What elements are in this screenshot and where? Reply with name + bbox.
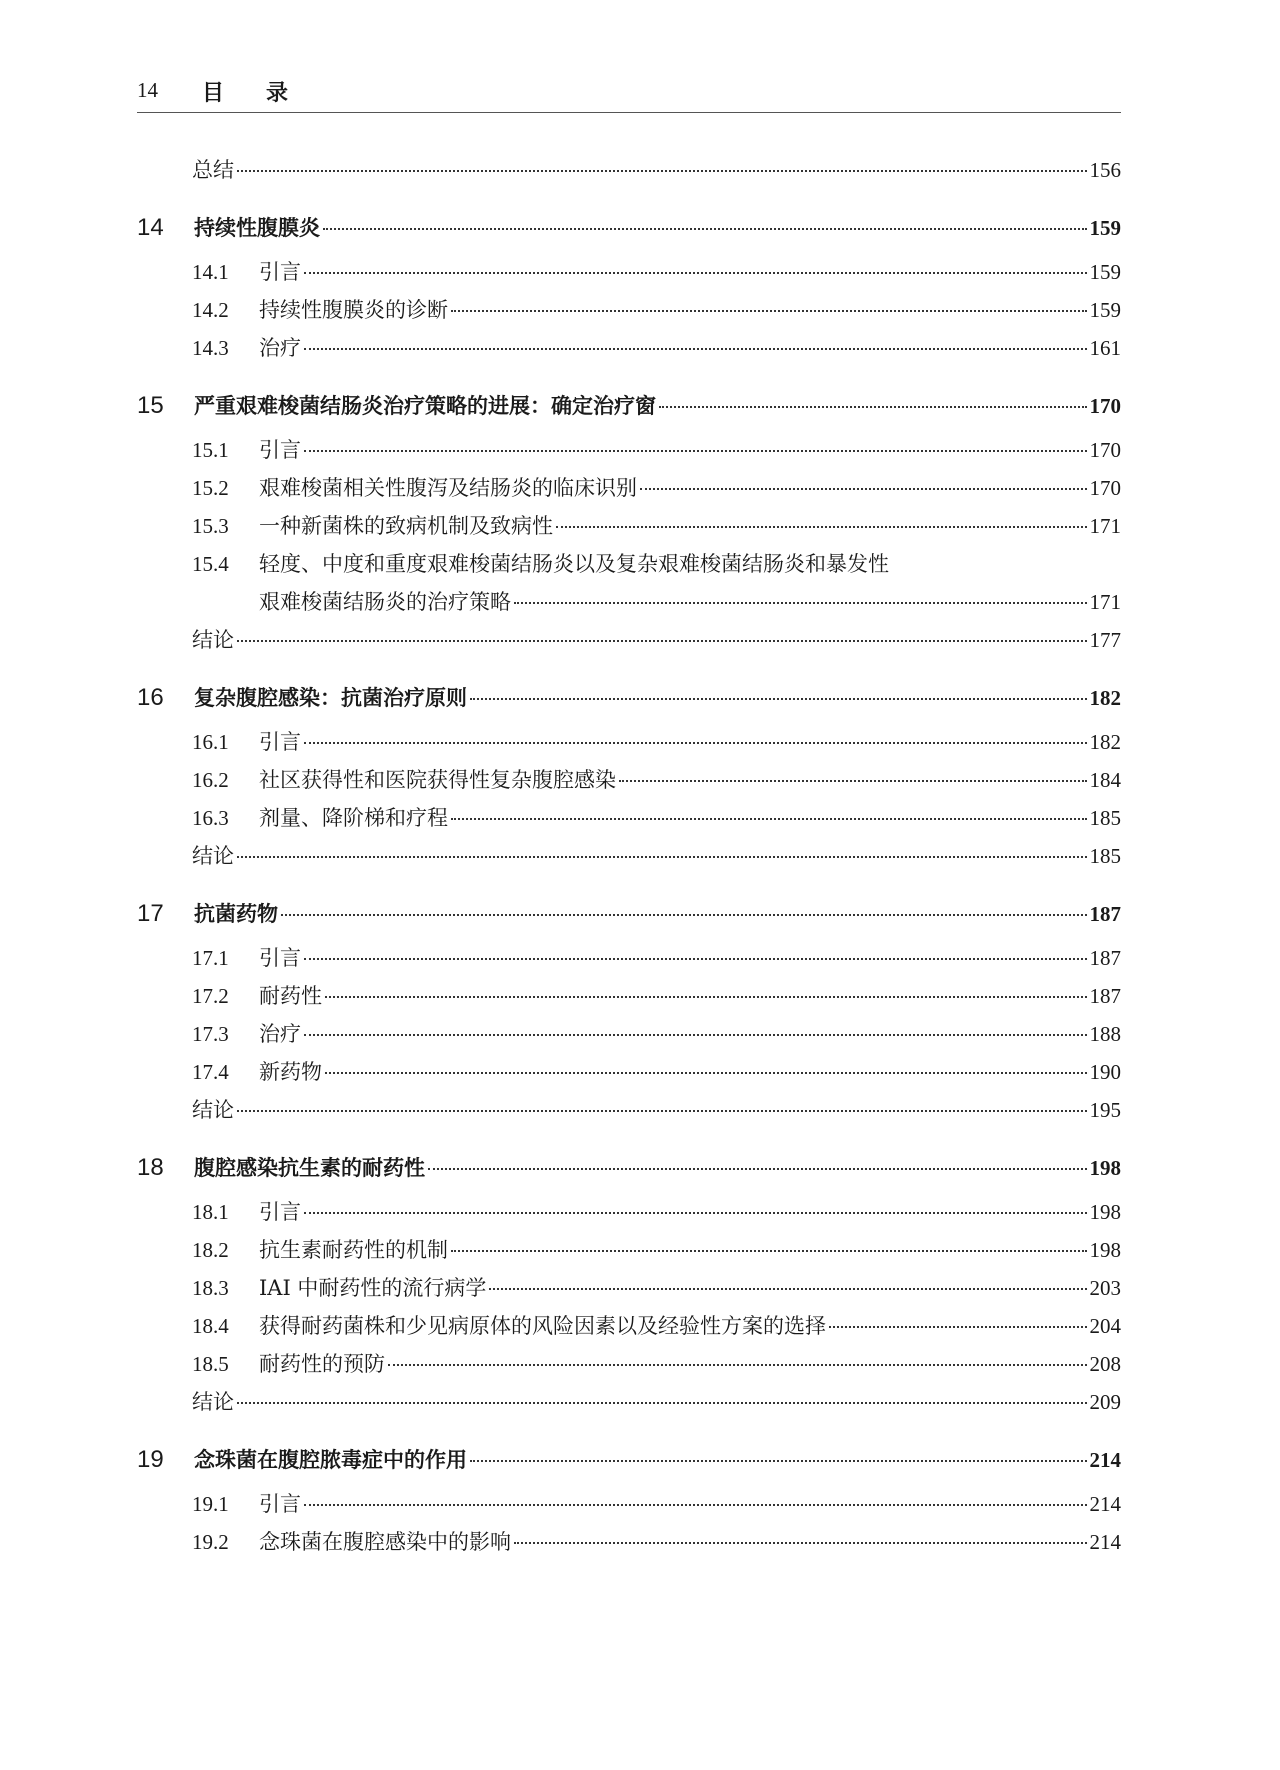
dot-leader (237, 1402, 1087, 1404)
dot-leader (237, 856, 1087, 858)
dot-leader (304, 1504, 1087, 1506)
section-title: 念珠菌在腹腔感染中的影响 (259, 1530, 511, 1554)
chapter-title: 持续性腹膜炎 (194, 216, 320, 240)
dot-leader (323, 228, 1087, 230)
section-title: 引言 (259, 438, 301, 462)
toc-plain-entry[interactable] (137, 624, 1121, 662)
toc-chapter-entry[interactable] (137, 1152, 1121, 1190)
toc-chapter-entry[interactable] (137, 898, 1121, 936)
dot-leader (489, 1288, 1086, 1290)
chapter-title: 腹腔感染抗生素的耐药性 (194, 1156, 425, 1180)
dot-leader (451, 818, 1087, 820)
toc-section-entry[interactable] (137, 726, 1121, 764)
dot-leader (325, 996, 1087, 998)
page-number: 187 (1089, 946, 1121, 970)
section-number: 16.1 (192, 730, 229, 754)
table-of-contents (137, 154, 1121, 1564)
page-number: 184 (1089, 768, 1121, 792)
page-number: 190 (1089, 1060, 1121, 1084)
toc-section-entry[interactable] (137, 1488, 1121, 1526)
chapter-title: 念珠菌在腹腔脓毒症中的作用 (194, 1448, 467, 1472)
dot-leader (556, 526, 1087, 528)
section-title: 轻度、中度和重度艰难梭菌结肠炎以及复杂艰难梭菌结肠炎和暴发性 (259, 552, 889, 576)
section-title: 引言 (259, 1492, 301, 1516)
page-number: 170 (1089, 476, 1121, 500)
section-title: 耐药性 (259, 984, 322, 1008)
page-number: 203 (1089, 1276, 1121, 1300)
toc-section-entry[interactable] (137, 510, 1121, 548)
chapter-title: 抗菌药物 (194, 902, 278, 926)
section-number: 18.4 (192, 1314, 229, 1338)
page-number: 198 (1089, 1238, 1121, 1262)
toc-plain-entry[interactable] (137, 1386, 1121, 1424)
section-number: 18.5 (192, 1352, 229, 1376)
section-number: 15.3 (192, 514, 229, 538)
toc-section-entry[interactable] (137, 434, 1121, 472)
page-number: 171 (1089, 514, 1121, 538)
section-title: IAI 中耐药性的流行病学 (259, 1276, 487, 1300)
dot-leader (640, 488, 1087, 490)
toc-section-entry[interactable] (137, 1056, 1121, 1094)
page-number: 170 (1089, 438, 1121, 462)
dot-leader (829, 1326, 1087, 1328)
section-number: 17.1 (192, 946, 229, 970)
page-number: 214 (1089, 1530, 1121, 1554)
section-title: 社区获得性和医院获得性复杂腹腔感染 (259, 768, 616, 792)
section-title: 抗生素耐药性的机制 (259, 1238, 448, 1262)
toc-section-entry[interactable] (137, 1272, 1121, 1310)
page-number: 187 (1089, 984, 1121, 1008)
dot-leader (304, 958, 1087, 960)
dot-leader (470, 1460, 1087, 1462)
page-number: 170 (1089, 394, 1121, 418)
section-title: 引言 (259, 260, 301, 284)
entry-title: 结论 (192, 628, 234, 652)
page-number: 214 (1089, 1492, 1121, 1516)
dot-leader (237, 640, 1087, 642)
toc-chapter-entry[interactable] (137, 1444, 1121, 1482)
toc-plain-entry[interactable] (137, 154, 1121, 192)
dot-leader (388, 1364, 1087, 1366)
header-title: 目录 (202, 81, 331, 106)
dot-leader (304, 742, 1087, 744)
page-number: 182 (1089, 686, 1121, 710)
section-title: 引言 (259, 1200, 301, 1224)
section-number: 19.2 (192, 1530, 229, 1554)
page-number: 177 (1089, 628, 1121, 652)
toc-chapter-entry[interactable] (137, 682, 1121, 720)
page-number: 187 (1089, 902, 1121, 926)
toc-section-entry[interactable] (137, 980, 1121, 1018)
toc-section-entry[interactable] (137, 472, 1121, 510)
toc-section-entry[interactable] (137, 1196, 1121, 1234)
page-number: 195 (1089, 1098, 1121, 1122)
dot-leader (281, 914, 1087, 916)
toc-section-entry[interactable] (137, 1526, 1121, 1564)
section-number: 14.3 (192, 336, 229, 360)
toc-plain-entry[interactable] (137, 840, 1121, 878)
section-number: 15.2 (192, 476, 229, 500)
section-number: 16.2 (192, 768, 229, 792)
dot-leader (470, 698, 1087, 700)
page-number: 198 (1089, 1156, 1121, 1180)
page-number: 182 (1089, 730, 1121, 754)
toc-section-entry[interactable] (137, 942, 1121, 980)
page-number: 185 (1089, 844, 1121, 868)
section-number: 14.1 (192, 260, 229, 284)
chapter-number: 14 (137, 214, 164, 241)
chapter-number: 17 (137, 900, 164, 927)
dot-leader (514, 1542, 1087, 1544)
toc-plain-entry[interactable] (137, 1094, 1121, 1132)
dot-leader (428, 1168, 1087, 1170)
page-number: 156 (1089, 158, 1121, 182)
section-title: 剂量、降阶梯和疗程 (259, 806, 448, 830)
section-number: 15.4 (192, 552, 229, 576)
page-number: 198 (1089, 1200, 1121, 1224)
section-title: 引言 (259, 946, 301, 970)
section-title: 耐药性的预防 (259, 1352, 385, 1376)
page-number: 214 (1089, 1448, 1121, 1472)
toc-section-entry[interactable] (137, 548, 1121, 586)
section-title: 艰难梭菌相关性腹泻及结肠炎的临床识别 (259, 476, 637, 500)
dot-leader (237, 170, 1087, 172)
section-title: 持续性腹膜炎的诊断 (259, 298, 448, 322)
section-number: 19.1 (192, 1492, 229, 1516)
dot-leader (451, 310, 1087, 312)
section-number: 17.2 (192, 984, 229, 1008)
toc-section-entry[interactable] (137, 802, 1121, 840)
toc-section-entry-continued[interactable] (137, 586, 1121, 624)
toc-section-entry[interactable] (137, 294, 1121, 332)
entry-title: 总结 (192, 158, 234, 182)
section-title-continued: 艰难梭菌结肠炎的治疗策略 (259, 590, 511, 614)
dot-leader (304, 348, 1087, 350)
header-page-number: 14 (137, 78, 158, 102)
toc-section-entry[interactable] (137, 1018, 1121, 1056)
page-number: 159 (1089, 260, 1121, 284)
dot-leader (304, 1212, 1087, 1214)
toc-chapter-entry[interactable] (137, 390, 1121, 428)
toc-chapter-entry[interactable] (137, 212, 1121, 250)
page-number: 185 (1089, 806, 1121, 830)
section-number: 18.1 (192, 1200, 229, 1224)
chapter-number: 18 (137, 1154, 164, 1181)
page-number: 204 (1089, 1314, 1121, 1338)
dot-leader (451, 1250, 1087, 1252)
section-number: 18.3 (192, 1276, 229, 1300)
section-title: 治疗 (259, 1022, 301, 1046)
section-number: 16.3 (192, 806, 229, 830)
section-title: 获得耐药菌株和少见病原体的风险因素以及经验性方案的选择 (259, 1314, 826, 1338)
entry-title: 结论 (192, 844, 234, 868)
dot-leader (619, 780, 1087, 782)
toc-section-entry[interactable] (137, 1310, 1121, 1348)
chapter-number: 15 (137, 392, 164, 419)
section-number: 17.4 (192, 1060, 229, 1084)
toc-section-entry[interactable] (137, 1348, 1121, 1386)
dot-leader (304, 450, 1087, 452)
dot-leader (237, 1110, 1087, 1112)
dot-leader (325, 1072, 1087, 1074)
section-title: 引言 (259, 730, 301, 754)
toc-section-entry[interactable] (137, 256, 1121, 294)
dot-leader (304, 1034, 1087, 1036)
page-number: 171 (1089, 590, 1121, 614)
toc-section-entry[interactable] (137, 764, 1121, 802)
chapter-title: 复杂腹腔感染：抗菌治疗原则 (194, 686, 467, 710)
section-title: 治疗 (259, 336, 301, 360)
entry-title: 结论 (192, 1098, 234, 1122)
section-number: 17.3 (192, 1022, 229, 1046)
toc-section-entry[interactable] (137, 1234, 1121, 1272)
page-number: 188 (1089, 1022, 1121, 1046)
chapter-number: 16 (137, 684, 164, 711)
toc-section-entry[interactable] (137, 332, 1121, 370)
entry-title: 结论 (192, 1390, 234, 1414)
dot-leader (514, 602, 1087, 604)
page-number: 161 (1089, 336, 1121, 360)
section-number: 14.2 (192, 298, 229, 322)
page-number: 159 (1089, 216, 1121, 240)
page-number: 209 (1089, 1390, 1121, 1414)
dot-leader (659, 406, 1087, 408)
chapter-title: 严重艰难梭菌结肠炎治疗策略的进展：确定治疗窗 (194, 394, 656, 418)
dot-leader (304, 272, 1087, 274)
section-number: 18.2 (192, 1238, 229, 1262)
page-number: 159 (1089, 298, 1121, 322)
section-title: 新药物 (259, 1060, 322, 1084)
running-header (137, 76, 1121, 113)
section-title: 一种新菌株的致病机制及致病性 (259, 514, 553, 538)
chapter-number: 19 (137, 1446, 164, 1473)
section-number: 15.1 (192, 438, 229, 462)
page-number: 208 (1089, 1352, 1121, 1376)
